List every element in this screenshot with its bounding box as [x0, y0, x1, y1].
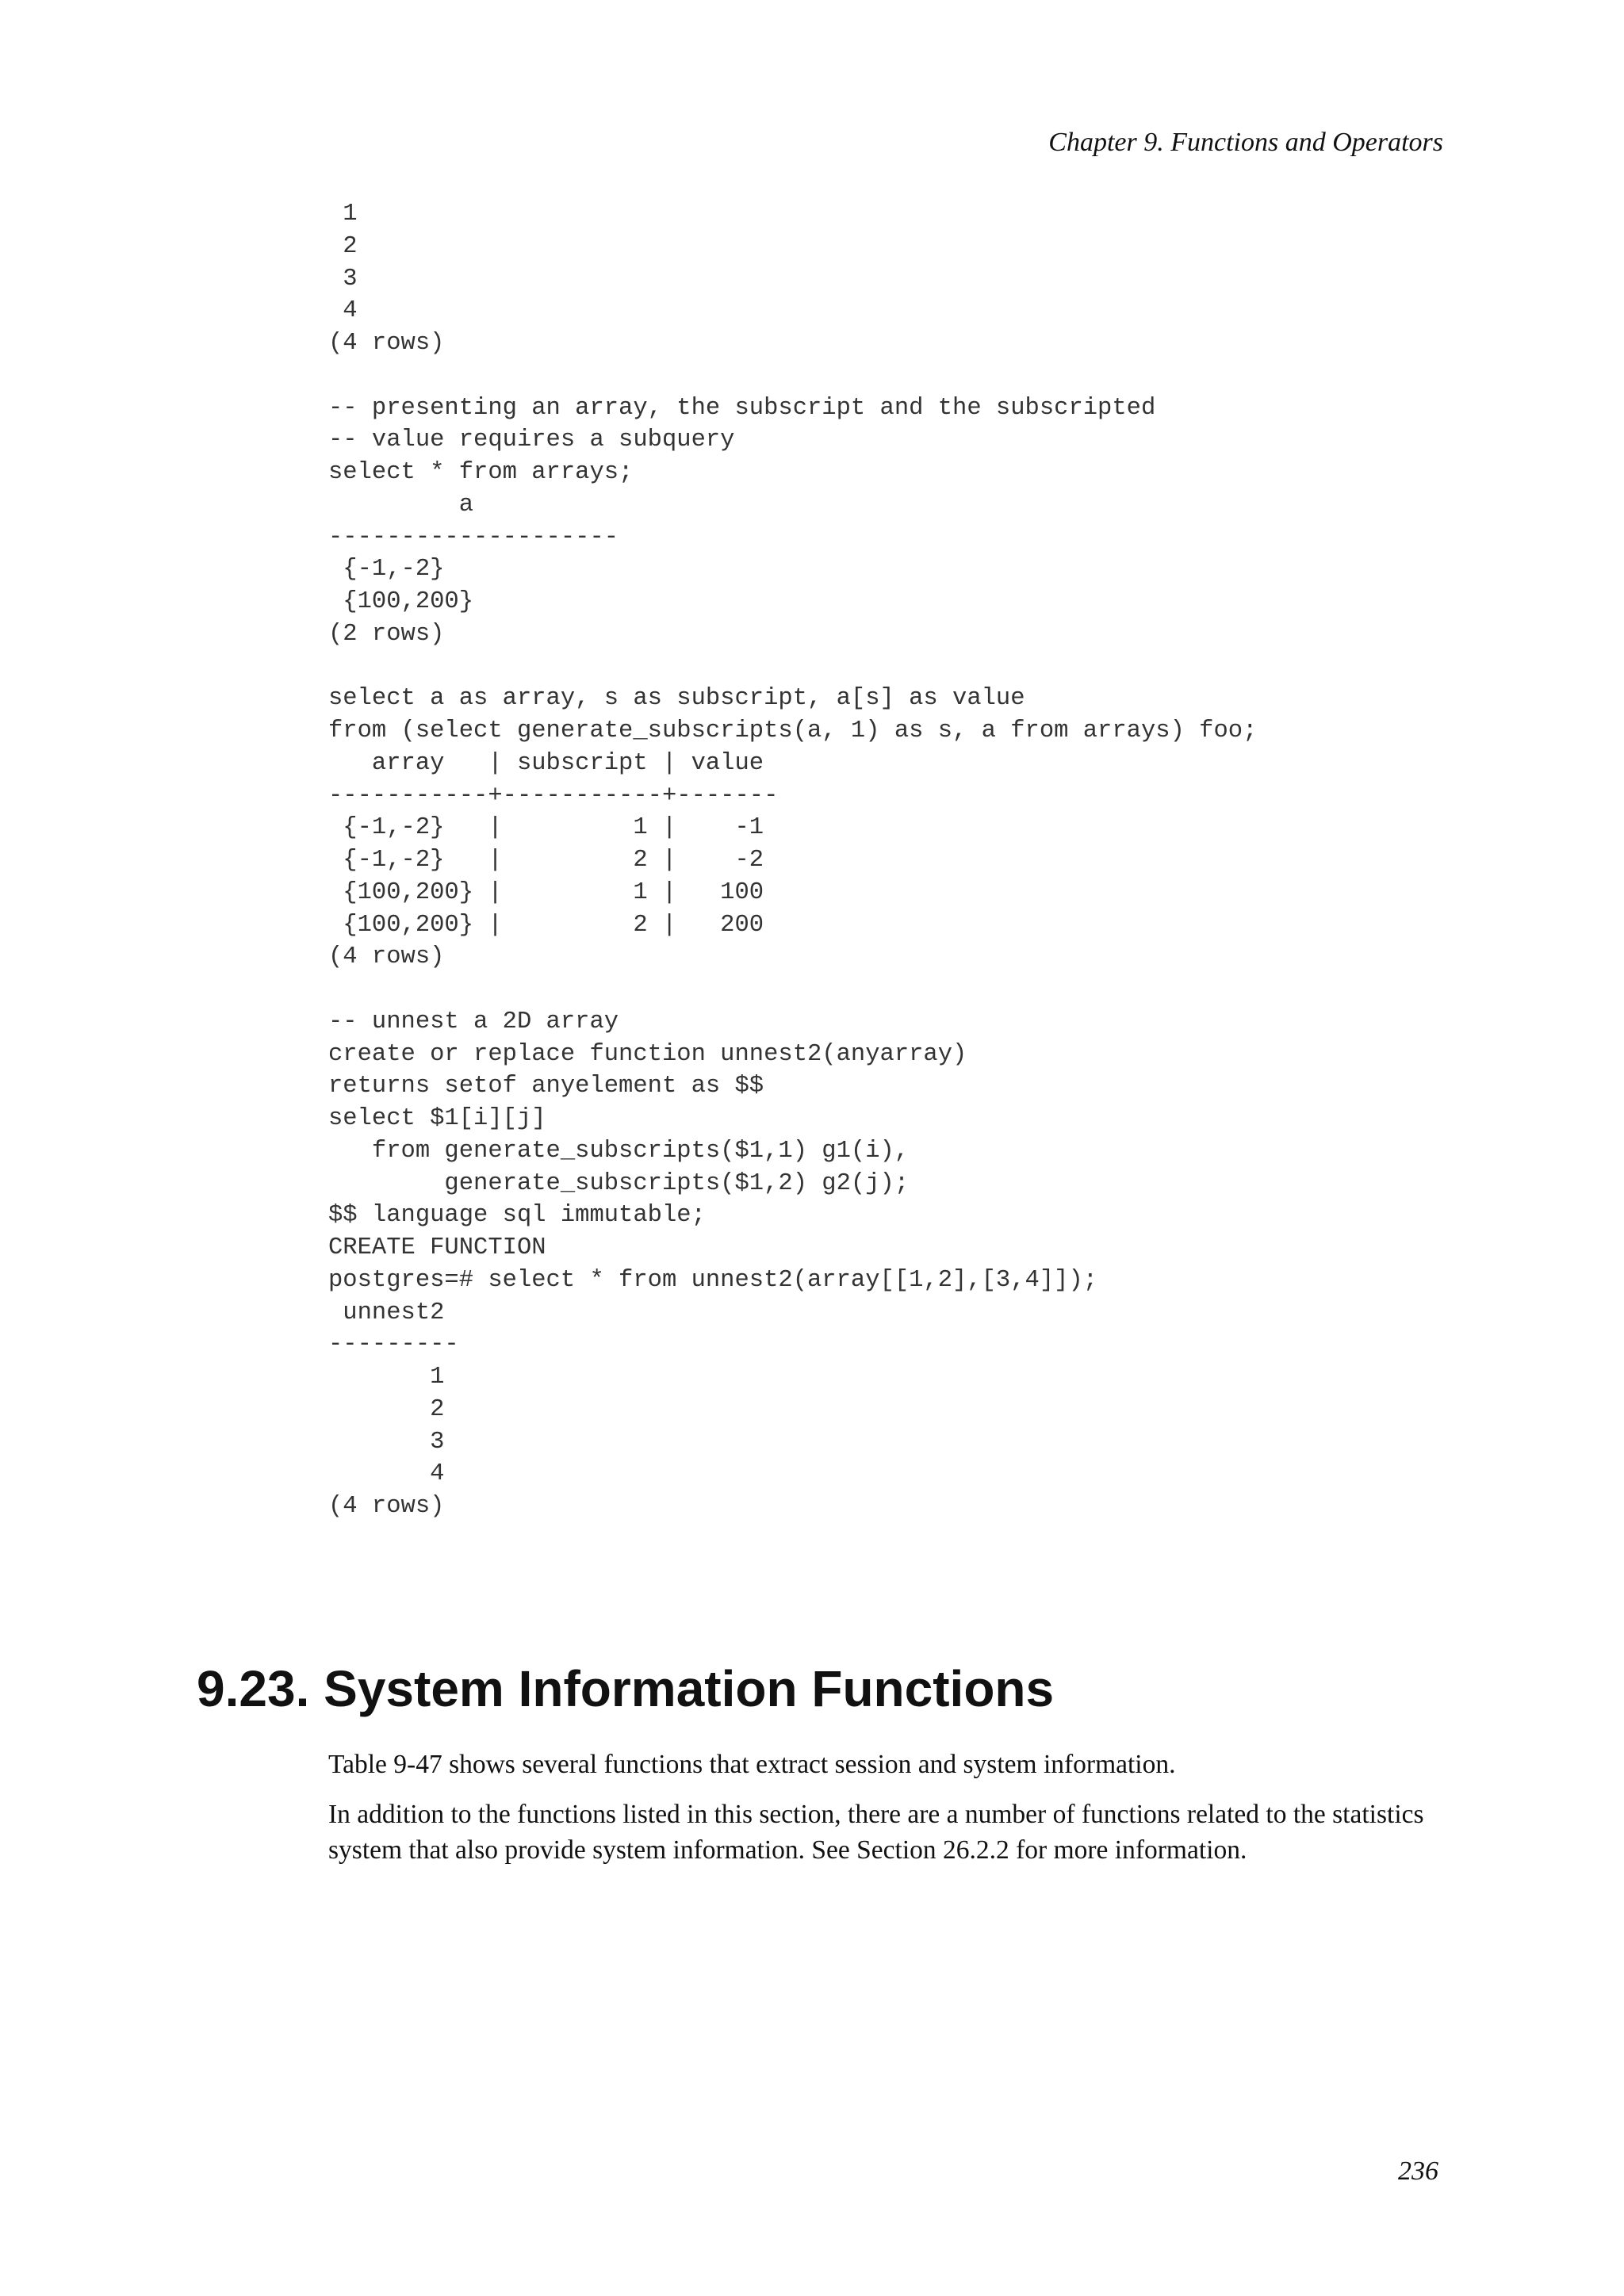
code-line: a: [328, 491, 474, 519]
code-line: ---------: [328, 1331, 459, 1359]
code-line: [328, 360, 1257, 392]
code-line: {-1,-2} | 2 | -2: [328, 847, 764, 874]
code-line: returns setof anyelement as $$: [328, 1073, 764, 1100]
running-header: Chapter 9. Functions and Operators: [1048, 128, 1443, 157]
code-line: $$ language sql immutable;: [328, 1202, 706, 1230]
code-example: [328, 198, 1257, 1523]
section-paragraph: In addition to the functions listed in this section, there are a number of functions related to the statistics system that also provide system information. See Section 26.2.2 for more information.: [328, 1800, 1424, 1865]
code-line: 4: [328, 297, 358, 325]
code-line: {100,200} | 1 | 100: [328, 878, 764, 906]
code-line: 3: [328, 265, 358, 293]
code-line: CREATE FUNCTION: [328, 1234, 546, 1261]
code-line: (4 rows): [328, 1493, 445, 1520]
code-line: select * from arrays;: [328, 459, 634, 486]
code-line: create or replace function unnest2(anyarray): [328, 1040, 967, 1068]
code-line: [328, 974, 1257, 1006]
code-line: -----------+-----------+-------: [328, 782, 779, 809]
code-line: from (select generate_subscripts(a, 1) as s, a from arrays) foo;: [328, 718, 1258, 744]
code-line: {100,200} | 2 | 200: [328, 911, 764, 939]
code-line: {100,200}: [328, 588, 474, 615]
section-paragraph: Table 9-47 shows several functions that extract session and system information.: [328, 1750, 1176, 1779]
code-line: 2: [328, 1395, 445, 1423]
code-line: select a as array, s as subscript, a[s] as value: [328, 685, 1025, 713]
code-line: -- value requires a subquery: [328, 427, 735, 454]
code-line: array | subscript | value: [328, 749, 764, 777]
code-line: generate_subscripts($1,2) g2(j);: [328, 1169, 910, 1197]
code-line: 3: [328, 1428, 445, 1456]
code-line: (2 rows): [328, 620, 445, 648]
code-line: 1: [328, 1364, 445, 1391]
code-line: -- presenting an array, the subscript and the subscripted: [328, 394, 1156, 422]
code-line: unnest2: [328, 1299, 445, 1326]
code-line: (4 rows): [328, 330, 445, 357]
code-line: 2: [328, 232, 358, 260]
code-line: (4 rows): [328, 943, 445, 971]
code-line: from generate_subscripts($1,1) g1(i),: [328, 1137, 910, 1165]
section-title: 9.23. System Information Functions: [197, 1660, 1055, 1717]
code-line: 4: [328, 1460, 445, 1488]
code-line: postgres=# select * from unnest2(array[[1,2],[3,4]]);: [328, 1266, 1098, 1294]
code-line: select $1[i][j]: [328, 1105, 546, 1132]
code-line: -- unnest a 2D array: [328, 1008, 619, 1035]
code-line: 1: [328, 201, 358, 228]
page-number: 236: [1398, 2156, 1438, 2186]
code-line: --------------------: [328, 523, 619, 551]
code-line: [328, 651, 1257, 683]
code-line: {-1,-2}: [328, 556, 445, 584]
code-line: {-1,-2} | 1 | -1: [328, 814, 764, 842]
